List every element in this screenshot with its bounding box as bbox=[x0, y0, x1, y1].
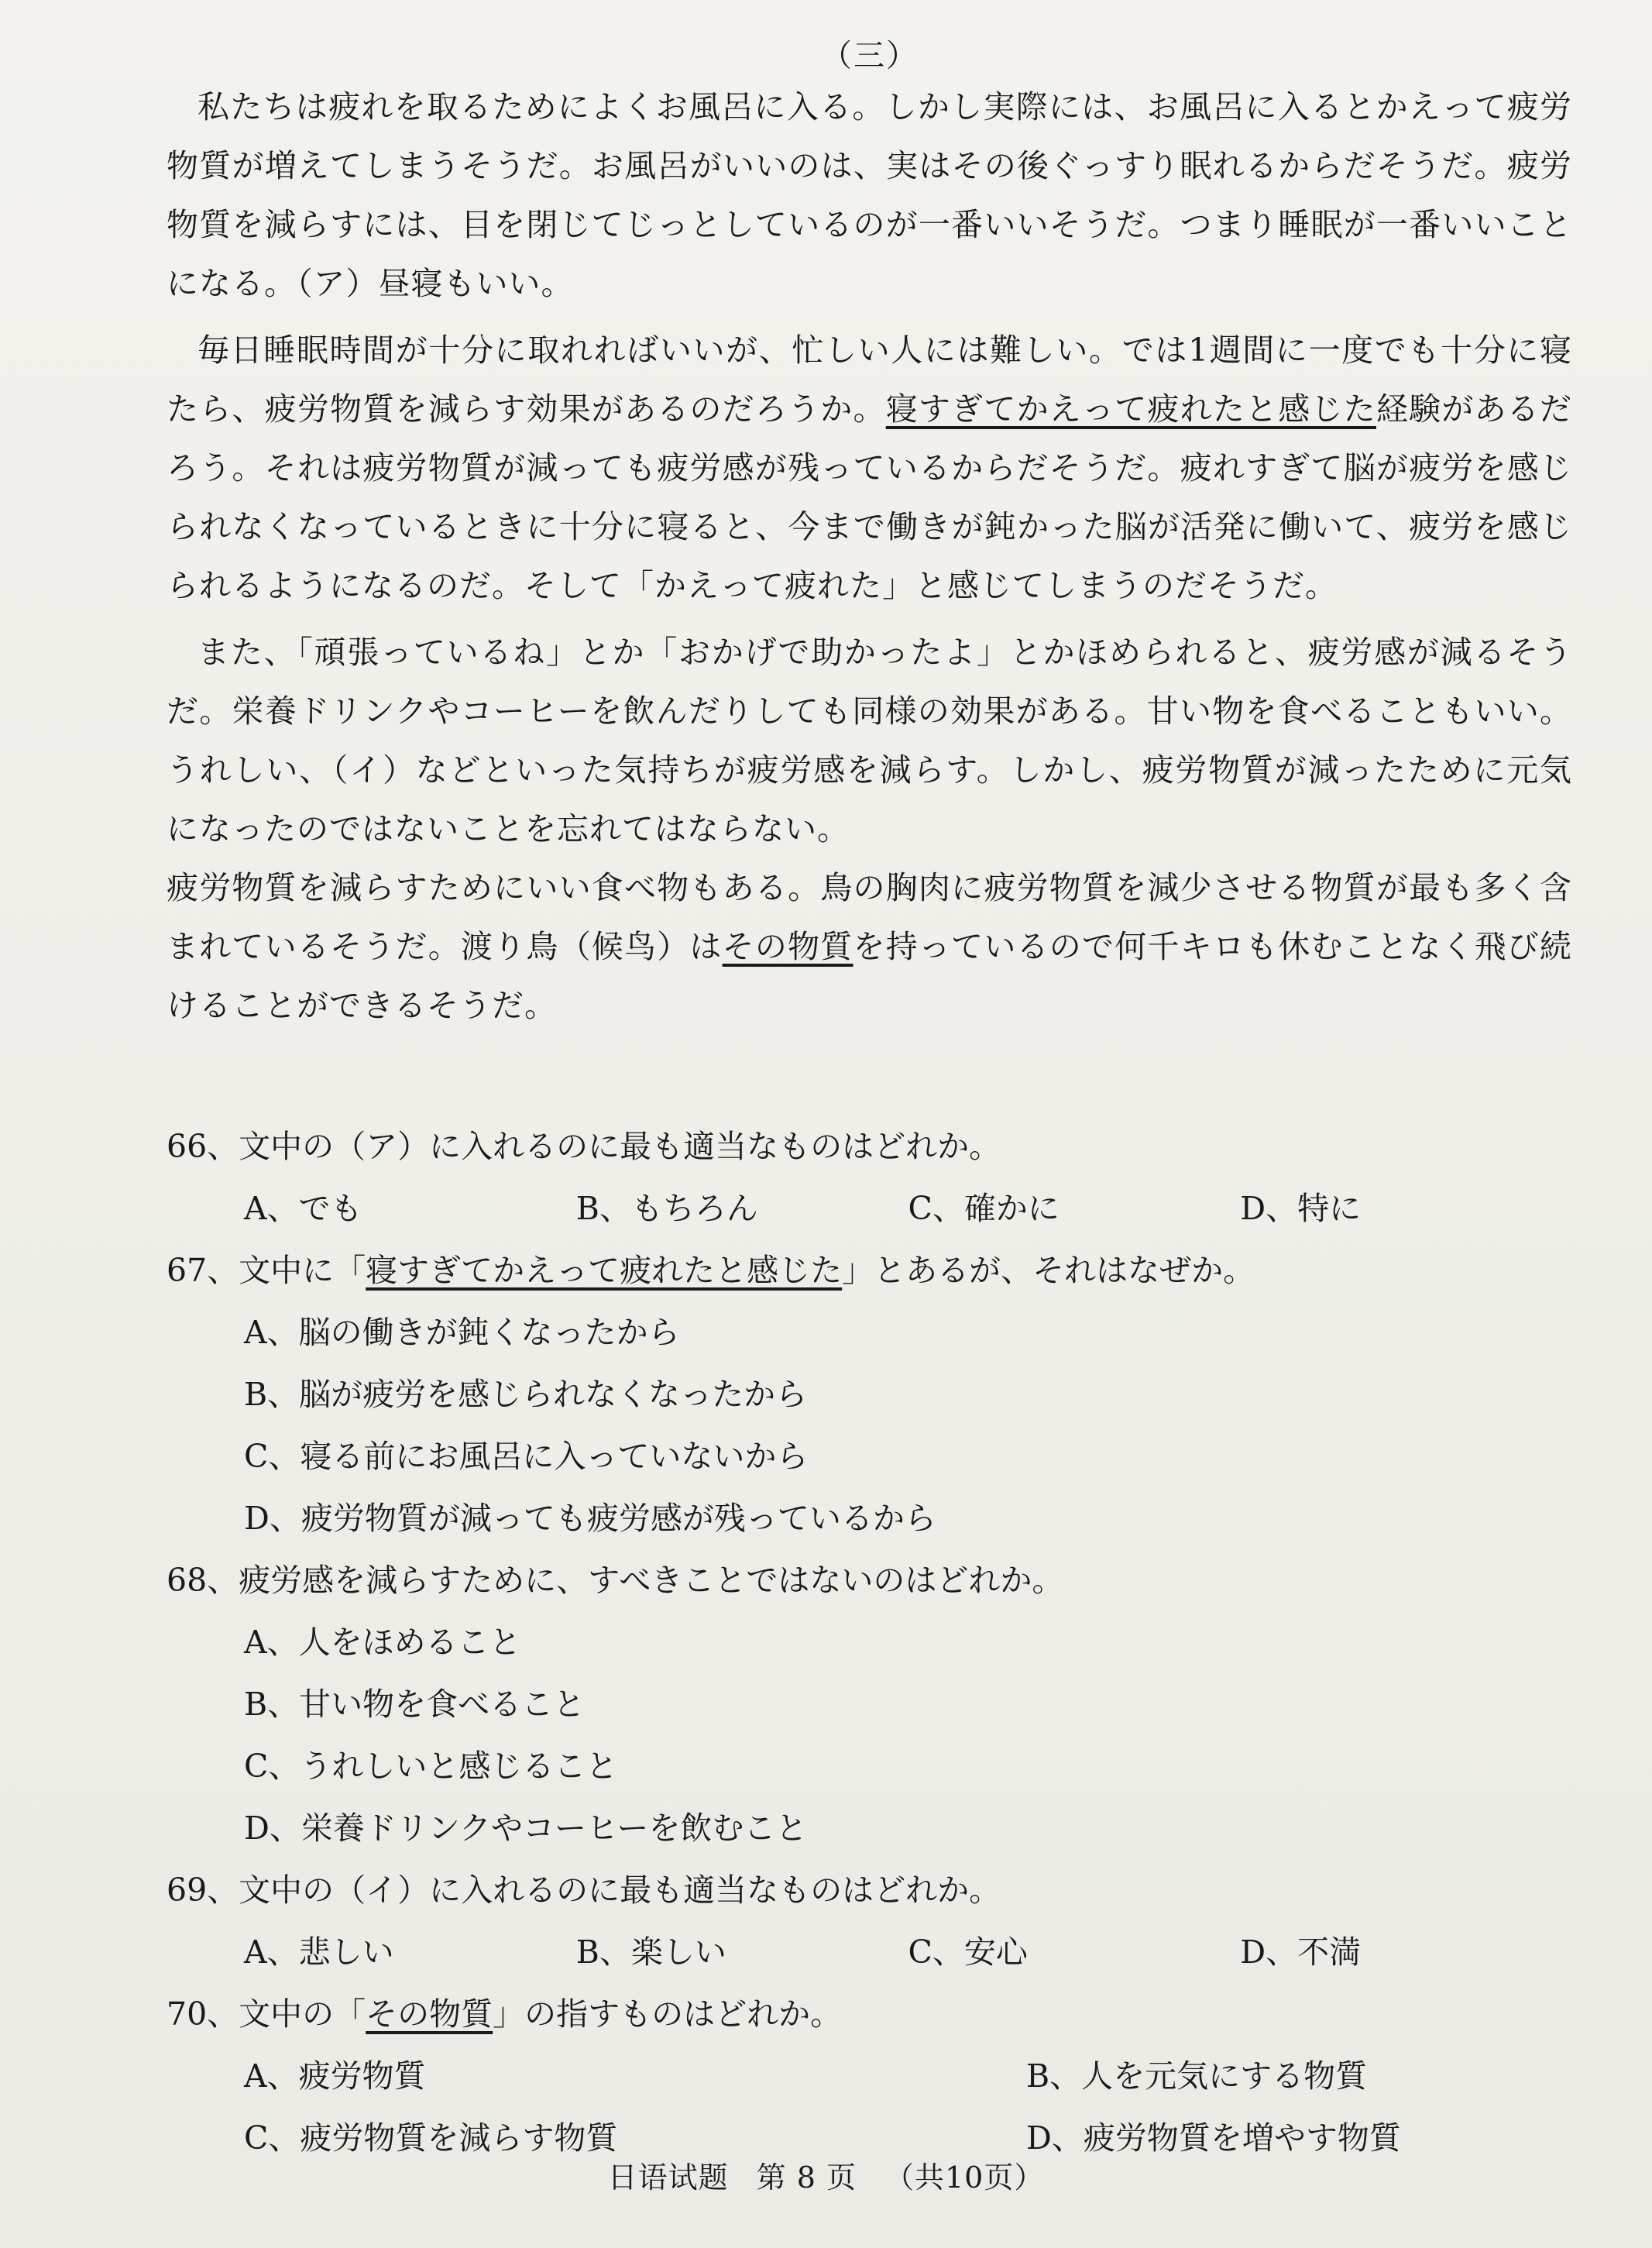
passage-paragraph-1: 私たちは疲れを取るためによくお風呂に入る。しかし実際には、お風呂に入るとかえって疲労物質が増えてしまうそうだ。お風呂がいいのは、実はその後ぐっすり眠れるからだそうだ。疲労物質を減らすには、目を閉じてじっとしているのが一番いいそうだ。つまり睡眠が一番いいことになる。（ア）昼寝もいい。 bbox=[167, 88, 1572, 302]
question-67 bbox=[167, 1239, 1572, 1549]
question-stem: 69、文中の（イ）に入れるのに最も適当なものはどれか。 bbox=[167, 1872, 1001, 1909]
option-b[interactable]: B、楽しい bbox=[575, 1933, 726, 1971]
stem-text: 70、文中の「 bbox=[167, 1995, 366, 2033]
question-68 bbox=[167, 1549, 1572, 1859]
option-b[interactable]: B、脳が疲労を感じられなくなったから bbox=[244, 1376, 808, 1413]
option-d[interactable]: D、特に bbox=[1240, 1190, 1362, 1227]
passage-text: 毎日睡眠時間が十分に取れればいいが、忙しい人には難しい。では1週間に一度でも十分に寝たら、疲労物質を減らす効果があるのだろうか。 bbox=[167, 332, 1572, 428]
footer-total-pages: （共10页） bbox=[884, 2160, 1045, 2195]
option-c[interactable]: C、安心 bbox=[908, 1933, 1028, 1971]
option-a[interactable]: A、でも bbox=[244, 1190, 362, 1227]
passage-text: を持っているので何千キロも休むことなく飛び続けることができるそうだ。 bbox=[167, 928, 1573, 1024]
question-66 bbox=[167, 1115, 1572, 1239]
options bbox=[167, 1301, 1572, 1549]
options bbox=[167, 1921, 1572, 1983]
section-title: （三） bbox=[821, 38, 919, 74]
option-d[interactable]: D、疲労物質を増やす物質 bbox=[1026, 2119, 1401, 2157]
option-a[interactable]: A、脳の働きが鈍くなったから bbox=[244, 1314, 680, 1351]
question-list bbox=[167, 1115, 1572, 2169]
underlined-phrase: その物質 bbox=[366, 1995, 493, 2033]
footer-subject: 日语试题 bbox=[607, 2160, 729, 2195]
stem-text: 」の指すものはどれか。 bbox=[493, 1995, 843, 2033]
option-c[interactable]: C、寝る前にお風呂に入っていないから bbox=[244, 1438, 809, 1475]
question-stem: 66、文中の（ア）に入れるのに最も適当なものはどれか。 bbox=[167, 1128, 1001, 1165]
option-a[interactable]: A、人をほめること bbox=[244, 1624, 521, 1661]
option-b[interactable]: B、もちろん bbox=[575, 1190, 758, 1227]
passage-text: 疲労物質を減らすためにいい食べ物もある。鳥の胸肉に疲労物質を減少させる物質が最も多く含まれているそうだ。渡り鳥（候鸟）は bbox=[167, 869, 1572, 965]
passage-text: 経験があるだろう。それは疲労物質が減っても疲労感が残っているからだそうだ。疲れすぎて脳が疲労を感じられなくなっているときに十分に寝ると、今まで働きが鈍かった脳が活発に働いて、疲労を感じられるようになるのだ。そして「かえって疲れた」と感じてしまうのだそうだ。 bbox=[167, 390, 1573, 604]
option-d[interactable]: D、疲労物質が減っても疲労感が残っているから bbox=[244, 1500, 936, 1537]
stem-text: 67、文中に「 bbox=[167, 1252, 366, 1289]
question-stem bbox=[167, 1239, 1572, 1301]
stem-text: 」とあるが、それはなぜか。 bbox=[842, 1252, 1255, 1289]
options bbox=[167, 2045, 1572, 2169]
question-70 bbox=[167, 1983, 1572, 2169]
passage-paragraph-4 bbox=[167, 858, 1572, 1035]
option-c[interactable]: C、確かに bbox=[908, 1190, 1060, 1227]
option-a[interactable]: A、疲労物質 bbox=[244, 2057, 426, 2095]
passage-paragraph-2 bbox=[167, 321, 1572, 615]
option-b[interactable]: B、甘い物を食べること bbox=[244, 1686, 586, 1723]
question-stem bbox=[167, 1983, 1572, 2045]
option-c[interactable]: C、疲労物質を減らす物質 bbox=[244, 2119, 618, 2157]
underlined-phrase: 寝すぎてかえって疲れたと感じた bbox=[885, 390, 1376, 428]
options bbox=[167, 1611, 1572, 1859]
option-a[interactable]: A、悲しい bbox=[244, 1933, 394, 1971]
question-69 bbox=[167, 1859, 1572, 1983]
option-c[interactable]: C、うれしいと感じること bbox=[244, 1748, 618, 1785]
option-d[interactable]: D、栄養ドリンクやコーヒーを飲むこと bbox=[244, 1810, 808, 1847]
reading-passage bbox=[167, 77, 1572, 1035]
passage-paragraph-3: また、「頑張っているね」とか「おかげで助かったよ」とかほめられると、疲労感が減るそうだ。栄養ドリンクやコーヒーを飲んだりしても同様の効果がある。甘い物を食べることもいい。うれしい、（イ）などといった気持ちが疲労感を減らす。しかし、疲労物質が減ったために元気になったのではないことを忘れてはならない。 bbox=[167, 634, 1572, 847]
question-stem: 68、疲労感を減らすために、すべきことではないのはどれか。 bbox=[167, 1562, 1064, 1599]
option-d[interactable]: D、不満 bbox=[1240, 1933, 1362, 1971]
option-b[interactable]: B、人を元気にする物質 bbox=[1026, 2057, 1368, 2095]
underlined-phrase: 寝すぎてかえって疲れたと感じた bbox=[366, 1252, 843, 1289]
options bbox=[167, 1177, 1572, 1239]
underlined-phrase: その物質 bbox=[722, 928, 853, 965]
footer-page-number: 第 8 页 bbox=[756, 2160, 857, 2195]
page-footer bbox=[0, 2153, 1652, 2196]
